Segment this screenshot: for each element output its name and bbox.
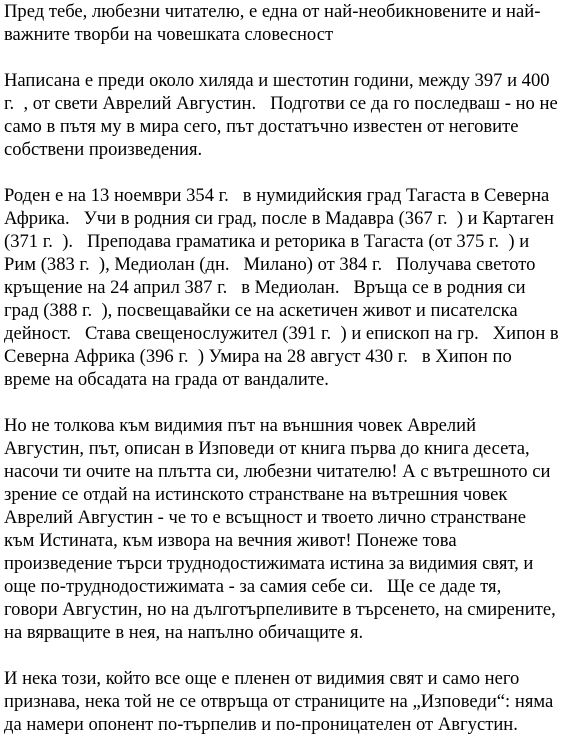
text-line: Африка. Учи в родния си град, после в Мадавра (367 г. ) и Картаген — [4, 208, 554, 229]
text-line: И нека този, който все още е пленен от видимия свят и само него — [4, 668, 520, 689]
text-line: Северна Африка (396 г. ) Умира на 28 август 430 г. в Хипон по — [4, 346, 512, 367]
text-line: признава, нека той не се отвръща от страниците на „Изповеди“: няма — [4, 691, 554, 712]
text-line: г. , от свети Аврелий Августин. Подготви се да го последваш - но не — [4, 93, 558, 114]
text-line: произведение търси труднодостижимата истина за видимия свят, и — [4, 553, 534, 574]
text-line: още по-труднодостижимата - за самия себе си. Ще се даде тя, — [4, 576, 502, 597]
paragraph-inner-journey — [4, 414, 576, 644]
paragraph-spacer — [4, 161, 576, 184]
text-line: да намери опонент по-търпелив и по-проницателен от Августин. — [4, 714, 518, 735]
paragraph-biography — [4, 184, 576, 391]
text-line: насочи ти очите на плътта си, любезни читателю! А с вътрешното си — [4, 461, 551, 482]
text-line: Аврелий Августин - че то е всъщност и твоето лично странстване — [4, 507, 526, 528]
text-line: на вярващите в нея, на напълно обичащите я. — [4, 622, 364, 643]
text-line: град (388 г. ), посвещавайки се на аскетичен живот и писателска — [4, 300, 518, 321]
text-line: зрение се отдай на истинското странстване на вътрешния човек — [4, 484, 508, 505]
text-line: дейност. Става свещенослужител (391 г. ) и епископ на гр. Хипон в — [4, 323, 559, 344]
text-line: собствени произведения. — [4, 139, 203, 160]
paragraph-spacer — [4, 46, 576, 69]
paragraph-spacer — [4, 644, 576, 667]
paragraph-written — [4, 69, 576, 161]
text-line: Роден е на 13 ноември 354 г. в нумидийския град Тагаста в Северна — [4, 185, 550, 206]
text-line: време на обсадата на града от вандалите. — [4, 369, 329, 390]
text-line: кръщение на 24 април 387 г. в Медиолан. Връща се в родния си — [4, 277, 526, 298]
text-line: Написана е преди около хиляда и шестотин години, между 397 и 400 — [4, 70, 550, 91]
text-line: само в пътя му в мира сего, път достатъчно известен от неговите — [4, 116, 519, 137]
text-line: Рим (383 г. ), Медиолан (дн. Милано) от 384 г. Получава светото — [4, 254, 536, 275]
paragraph-closing — [4, 667, 576, 736]
paragraph-spacer — [4, 391, 576, 414]
text-line: Но не толкова към видимия път на външния човек Аврелий — [4, 415, 477, 436]
text-line: Пред тебе, любезни читателю, е една от най-необикновените и най- — [4, 1, 541, 22]
text-line: (371 г. ). Преподава граматика и реторика в Тагаста (от 375 г. ) и — [4, 231, 530, 252]
text-line: към Истината, към извора на вечния живот! Понеже това — [4, 530, 457, 551]
paragraph-intro — [4, 0, 576, 46]
text-line: Августин, път, описан в Изповеди от книга първа до книга десета, — [4, 438, 530, 459]
text-line: важните творби на човешката словесност — [4, 24, 334, 45]
text-line: говори Августин, но на дълготърпеливите в търсенето, на смирените, — [4, 599, 556, 620]
